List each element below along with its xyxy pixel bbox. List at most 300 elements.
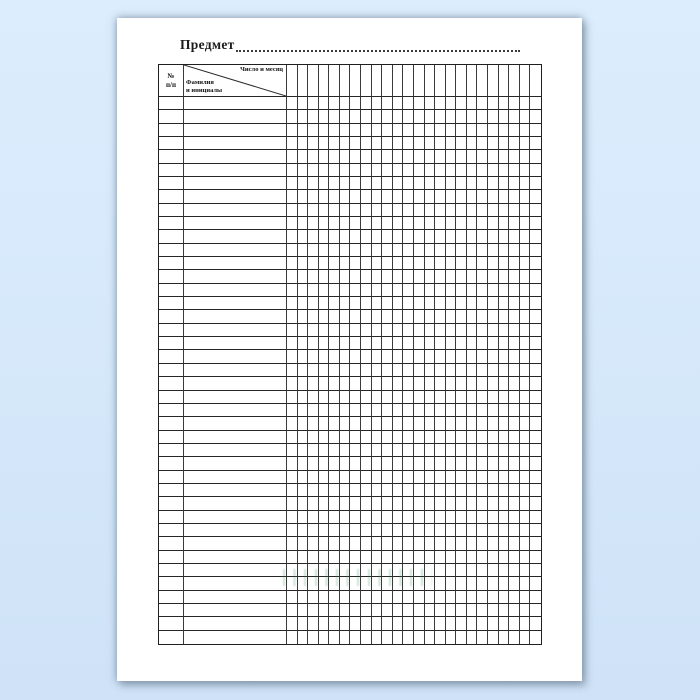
grade-cell	[287, 364, 298, 377]
student-name-cell	[184, 217, 287, 230]
grade-cell	[530, 177, 541, 190]
grade-cell	[456, 364, 467, 377]
grade-cell	[308, 324, 319, 337]
grade-cell	[308, 444, 319, 457]
grade-cell	[329, 391, 340, 404]
grade-cell	[372, 404, 383, 417]
grade-cell	[403, 190, 414, 203]
grade-cell	[520, 350, 531, 363]
grade-cell	[340, 524, 351, 537]
grade-cell	[446, 324, 457, 337]
grade-cell	[340, 591, 351, 604]
grade-cell	[488, 404, 499, 417]
grade-cell	[425, 631, 436, 644]
grade-cell	[425, 150, 436, 163]
grade-cell	[425, 337, 436, 350]
grade-cell	[372, 110, 383, 123]
grade-cell	[382, 110, 393, 123]
grade-cell	[509, 97, 520, 110]
grade-cell	[435, 177, 446, 190]
grade-cell	[403, 270, 414, 283]
grade-cell	[467, 604, 478, 617]
grade-cell	[287, 230, 298, 243]
grade-cell	[308, 177, 319, 190]
grade-cell	[509, 497, 520, 510]
date-header-cell	[329, 65, 340, 97]
grade-cell	[340, 177, 351, 190]
grade-cell	[446, 497, 457, 510]
grade-cell	[446, 631, 457, 644]
grade-cell	[520, 324, 531, 337]
grade-cell	[403, 377, 414, 390]
grade-cell	[467, 377, 478, 390]
grade-cell	[298, 444, 309, 457]
subject-fill-in-line	[236, 37, 520, 52]
grade-cell	[414, 417, 425, 430]
grade-cell	[329, 431, 340, 444]
grade-cell	[382, 204, 393, 217]
grade-cell	[467, 190, 478, 203]
grade-cell	[425, 524, 436, 537]
grade-cell	[456, 431, 467, 444]
grade-cell	[308, 284, 319, 297]
grade-cell	[414, 177, 425, 190]
grade-cell	[340, 217, 351, 230]
grade-cell	[403, 577, 414, 590]
grade-cell	[520, 164, 531, 177]
grade-cell	[509, 511, 520, 524]
row-number-cell	[159, 484, 184, 497]
row-number-cell	[159, 431, 184, 444]
grade-cell	[319, 604, 330, 617]
date-header-cell	[488, 65, 499, 97]
grade-cell	[446, 577, 457, 590]
grade-cell	[499, 457, 510, 470]
row-number-cell	[159, 177, 184, 190]
grade-cell	[467, 350, 478, 363]
grade-cell	[403, 164, 414, 177]
grade-cell	[319, 124, 330, 137]
grade-cell	[530, 350, 541, 363]
grade-cell	[287, 110, 298, 123]
grade-cell	[372, 137, 383, 150]
grade-cell	[393, 124, 404, 137]
grade-cell	[350, 217, 361, 230]
grade-cell	[477, 310, 488, 323]
grade-cell	[372, 337, 383, 350]
grade-cell	[361, 190, 372, 203]
grade-cell	[361, 511, 372, 524]
grade-cell	[499, 324, 510, 337]
grade-cell	[456, 551, 467, 564]
grade-cell	[425, 124, 436, 137]
grade-cell	[372, 230, 383, 243]
grade-cell	[393, 150, 404, 163]
student-name-cell	[184, 137, 287, 150]
grade-cell	[298, 124, 309, 137]
grade-cell	[520, 591, 531, 604]
grade-cell	[456, 270, 467, 283]
grade-cell	[509, 377, 520, 390]
grade-cell	[319, 511, 330, 524]
grade-cell	[456, 631, 467, 644]
grade-cell	[530, 190, 541, 203]
grade-cell	[329, 377, 340, 390]
grade-cell	[530, 537, 541, 550]
grade-cell	[393, 310, 404, 323]
grade-cell	[509, 577, 520, 590]
grade-cell	[308, 230, 319, 243]
grade-cell	[530, 617, 541, 630]
grade-cell	[372, 431, 383, 444]
grade-cell	[520, 177, 531, 190]
grade-cell	[414, 591, 425, 604]
grade-cell	[319, 350, 330, 363]
grade-cell	[340, 297, 351, 310]
grade-cell	[477, 150, 488, 163]
grade-cell	[403, 431, 414, 444]
grade-cell	[414, 497, 425, 510]
grade-cell	[446, 377, 457, 390]
grade-cell	[319, 417, 330, 430]
grade-cell	[499, 150, 510, 163]
grade-cell	[287, 457, 298, 470]
grade-cell	[425, 204, 436, 217]
grade-cell	[520, 404, 531, 417]
header-name-date-cell	[184, 65, 287, 97]
row-number-cell	[159, 617, 184, 630]
student-name-cell	[184, 444, 287, 457]
grade-cell	[393, 471, 404, 484]
grade-cell	[340, 150, 351, 163]
grade-cell	[530, 377, 541, 390]
student-name-cell	[184, 577, 287, 590]
grade-cell	[488, 577, 499, 590]
grade-cell	[361, 577, 372, 590]
grade-cell	[509, 484, 520, 497]
grade-cell	[499, 217, 510, 230]
grade-cell	[530, 404, 541, 417]
row-number-cell	[159, 551, 184, 564]
grade-cell	[319, 404, 330, 417]
grade-cell	[308, 270, 319, 283]
grade-cell	[456, 257, 467, 270]
grade-cell	[372, 457, 383, 470]
grade-cell	[298, 244, 309, 257]
grade-cell	[520, 110, 531, 123]
student-name-cell	[184, 177, 287, 190]
grade-cell	[477, 297, 488, 310]
grade-cell	[340, 577, 351, 590]
grade-cell	[520, 577, 531, 590]
grade-cell	[446, 564, 457, 577]
grade-cell	[287, 404, 298, 417]
grade-cell	[509, 617, 520, 630]
grade-cell	[425, 471, 436, 484]
grade-cell	[477, 497, 488, 510]
grade-cell	[530, 577, 541, 590]
grade-cell	[319, 244, 330, 257]
grade-cell	[446, 297, 457, 310]
grade-cell	[287, 444, 298, 457]
grade-cell	[488, 137, 499, 150]
grade-cell	[319, 257, 330, 270]
grade-cell	[530, 257, 541, 270]
grade-cell	[425, 457, 436, 470]
grade-cell	[520, 270, 531, 283]
grade-cell	[329, 270, 340, 283]
grade-cell	[520, 417, 531, 430]
grade-cell	[308, 310, 319, 323]
grade-cell	[403, 124, 414, 137]
grade-cell	[488, 124, 499, 137]
student-name-cell	[184, 457, 287, 470]
grade-cell	[477, 284, 488, 297]
grade-cell	[319, 230, 330, 243]
grade-cell	[467, 284, 478, 297]
grade-cell	[435, 497, 446, 510]
date-header-cell	[340, 65, 351, 97]
student-name-cell	[184, 391, 287, 404]
grade-cell	[329, 511, 340, 524]
grade-cell	[509, 190, 520, 203]
grade-cell	[361, 270, 372, 283]
grade-cell	[414, 284, 425, 297]
grade-cell	[499, 230, 510, 243]
grade-cell	[340, 284, 351, 297]
grade-cell	[446, 444, 457, 457]
grade-cell	[520, 377, 531, 390]
grade-cell	[530, 164, 541, 177]
grade-cell	[350, 190, 361, 203]
row-number-cell	[159, 204, 184, 217]
grade-cell	[340, 417, 351, 430]
grade-cell	[456, 471, 467, 484]
row-number-cell	[159, 217, 184, 230]
grade-cell	[425, 164, 436, 177]
grade-cell	[361, 377, 372, 390]
grade-cell	[446, 110, 457, 123]
grade-cell	[372, 524, 383, 537]
grade-cell	[350, 617, 361, 630]
grade-cell	[393, 524, 404, 537]
grade-cell	[308, 497, 319, 510]
grade-cell	[509, 391, 520, 404]
grade-cell	[456, 537, 467, 550]
grade-cell	[477, 110, 488, 123]
student-name-cell	[184, 524, 287, 537]
grade-cell	[382, 230, 393, 243]
grade-cell	[530, 551, 541, 564]
grade-cell	[403, 257, 414, 270]
grade-table	[158, 64, 542, 645]
grade-cell	[414, 337, 425, 350]
grade-cell	[425, 577, 436, 590]
grade-cell	[435, 350, 446, 363]
row-number-cell	[159, 337, 184, 350]
grade-cell	[319, 631, 330, 644]
grade-cell	[477, 177, 488, 190]
student-name-cell	[184, 97, 287, 110]
grade-cell	[467, 591, 478, 604]
grade-cell	[372, 377, 383, 390]
grade-cell	[414, 377, 425, 390]
grade-cell	[414, 484, 425, 497]
grade-cell	[456, 230, 467, 243]
grade-cell	[414, 97, 425, 110]
grade-cell	[435, 164, 446, 177]
grade-cell	[509, 310, 520, 323]
grade-cell	[509, 150, 520, 163]
subject-label: Предмет	[180, 37, 235, 52]
grade-cell	[287, 270, 298, 283]
grade-cell	[393, 97, 404, 110]
student-name-cell	[184, 297, 287, 310]
grade-cell	[456, 444, 467, 457]
grade-cell	[361, 164, 372, 177]
grade-cell	[298, 177, 309, 190]
grade-cell	[319, 97, 330, 110]
grade-cell	[308, 511, 319, 524]
grade-cell	[499, 177, 510, 190]
grade-cell	[319, 164, 330, 177]
grade-cell	[509, 164, 520, 177]
grade-cell	[488, 164, 499, 177]
grade-cell	[425, 97, 436, 110]
grade-cell	[372, 324, 383, 337]
grade-cell	[446, 177, 457, 190]
row-number-cell	[159, 324, 184, 337]
grade-cell	[509, 444, 520, 457]
grade-cell	[520, 297, 531, 310]
grade-cell	[350, 444, 361, 457]
grade-cell	[467, 244, 478, 257]
date-header-cell	[477, 65, 488, 97]
grade-cell	[530, 511, 541, 524]
grade-cell	[298, 217, 309, 230]
grade-cell	[509, 204, 520, 217]
grade-cell	[477, 431, 488, 444]
grade-cell	[361, 257, 372, 270]
grade-cell	[456, 484, 467, 497]
grade-cell	[403, 350, 414, 363]
grade-cell	[456, 457, 467, 470]
student-name-cell	[184, 110, 287, 123]
header-number-top: №	[167, 72, 175, 81]
grade-cell	[530, 310, 541, 323]
grade-cell	[446, 471, 457, 484]
grade-cell	[403, 97, 414, 110]
row-number-cell	[159, 417, 184, 430]
student-name-cell	[184, 471, 287, 484]
grade-cell	[393, 337, 404, 350]
grade-cell	[382, 431, 393, 444]
grade-cell	[329, 444, 340, 457]
grade-cell	[477, 524, 488, 537]
grade-cell	[382, 497, 393, 510]
grade-cell	[329, 124, 340, 137]
grade-cell	[350, 457, 361, 470]
grade-cell	[382, 417, 393, 430]
student-name-cell	[184, 511, 287, 524]
grade-cell	[329, 417, 340, 430]
grade-cell	[530, 137, 541, 150]
grade-cell	[308, 431, 319, 444]
grade-cell	[530, 204, 541, 217]
grade-cell	[361, 431, 372, 444]
grade-cell	[329, 177, 340, 190]
grade-cell	[393, 391, 404, 404]
student-name-cell	[184, 564, 287, 577]
grade-cell	[509, 217, 520, 230]
grade-cell	[308, 524, 319, 537]
grade-cell	[350, 497, 361, 510]
grade-cell	[340, 364, 351, 377]
grade-cell	[319, 150, 330, 163]
grade-cell	[340, 337, 351, 350]
grade-cell	[520, 204, 531, 217]
grade-cell	[403, 497, 414, 510]
grade-cell	[350, 324, 361, 337]
grade-cell	[350, 537, 361, 550]
grade-cell	[393, 617, 404, 630]
grade-cell	[435, 324, 446, 337]
grade-cell	[393, 537, 404, 550]
grade-cell	[340, 324, 351, 337]
grade-cell	[425, 617, 436, 630]
grade-cell	[308, 457, 319, 470]
grade-cell	[287, 97, 298, 110]
grade-cell	[287, 431, 298, 444]
grade-cell	[319, 364, 330, 377]
grade-cell	[520, 284, 531, 297]
grade-cell	[414, 110, 425, 123]
grade-cell	[372, 591, 383, 604]
grade-cell	[350, 471, 361, 484]
grade-cell	[319, 591, 330, 604]
grade-cell	[287, 591, 298, 604]
grade-cell	[329, 471, 340, 484]
grade-cell	[414, 230, 425, 243]
grade-cell	[456, 591, 467, 604]
grade-cell	[361, 244, 372, 257]
student-name-cell	[184, 377, 287, 390]
grade-cell	[393, 604, 404, 617]
grade-cell	[467, 551, 478, 564]
grade-cell	[403, 244, 414, 257]
grade-cell	[298, 324, 309, 337]
grade-cell	[287, 524, 298, 537]
row-number-cell	[159, 444, 184, 457]
grade-cell	[393, 324, 404, 337]
grade-cell	[435, 577, 446, 590]
grade-cell	[477, 564, 488, 577]
grade-cell	[446, 391, 457, 404]
grade-cell	[298, 497, 309, 510]
grade-cell	[319, 137, 330, 150]
grade-cell	[414, 310, 425, 323]
grade-cell	[488, 631, 499, 644]
grade-cell	[308, 97, 319, 110]
grade-cell	[287, 177, 298, 190]
grade-cell	[372, 564, 383, 577]
grade-cell	[446, 97, 457, 110]
grade-cell	[403, 524, 414, 537]
grade-cell	[403, 391, 414, 404]
grade-cell	[361, 324, 372, 337]
grade-cell	[382, 551, 393, 564]
grade-cell	[467, 457, 478, 470]
